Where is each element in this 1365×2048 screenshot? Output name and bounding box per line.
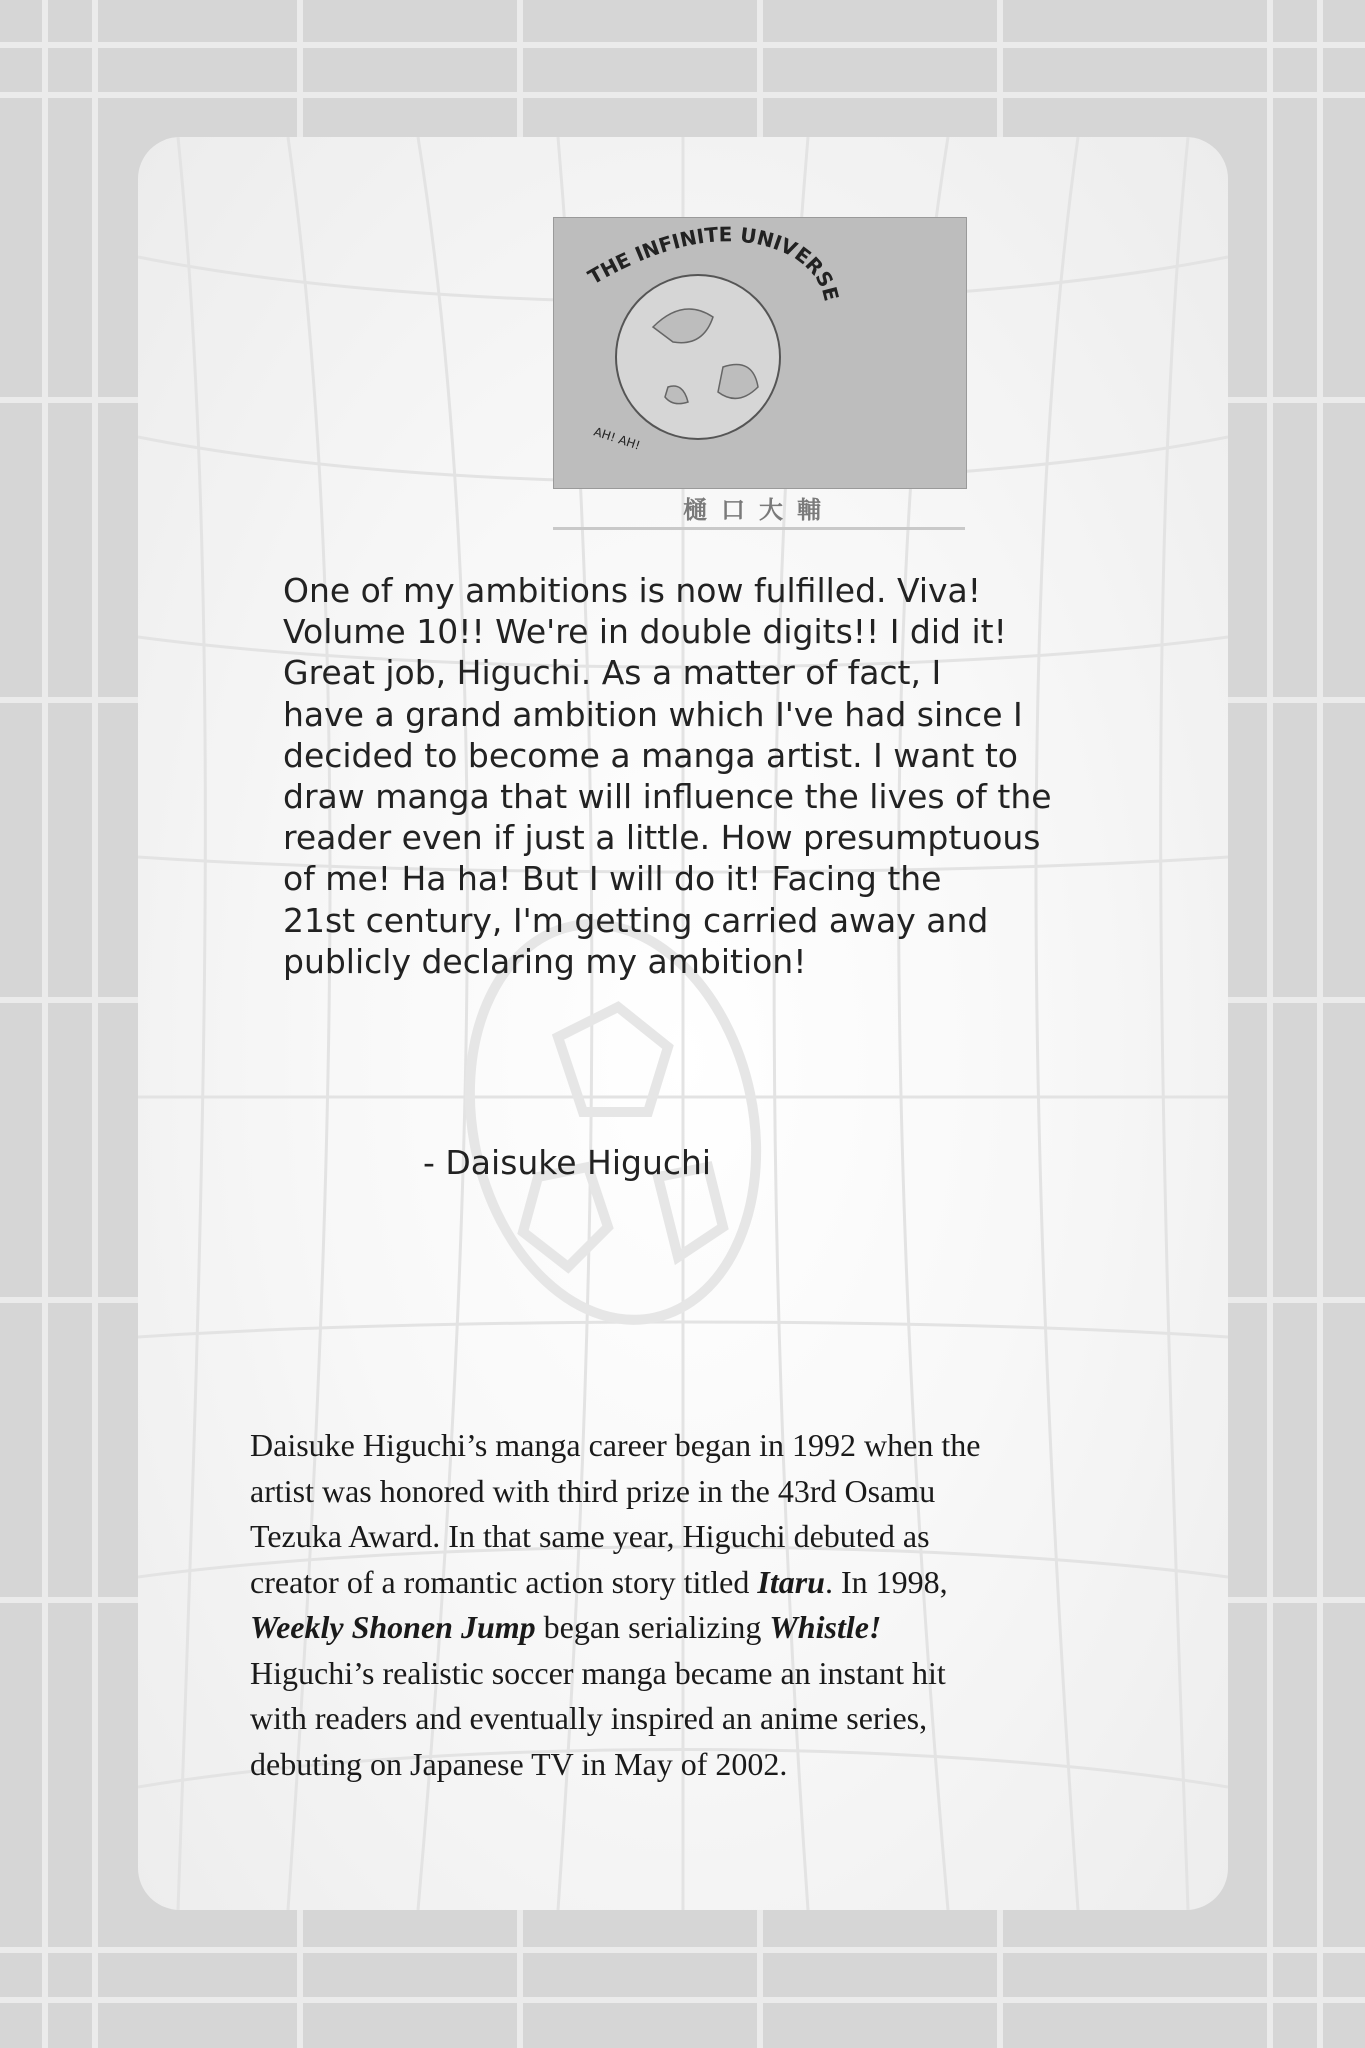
small-text: AH! AH! — [592, 424, 642, 453]
quote-line: have a grand ambition which I've had since I — [283, 694, 1023, 734]
title-whistle: Whistle! — [769, 1609, 882, 1645]
author-bio — [250, 1423, 1150, 1787]
quote-line: decided to become a manga artist. I want to — [283, 735, 1018, 775]
quote-line: of me! Ha ha! But I will do it! Facing the — [283, 859, 942, 899]
bio-line — [250, 1560, 1150, 1606]
planet-drawing — [553, 217, 965, 487]
author-quote — [283, 570, 1143, 982]
quote-line: draw manga that will influence the lives of the — [283, 777, 1052, 817]
bio-line: with readers and eventually inspired an anime series, — [250, 1700, 928, 1736]
author-name-caption: 樋口大輔 — [553, 493, 965, 530]
bio-text: . In 1998, — [824, 1563, 948, 1600]
quote-line: reader even if just a little. How presumptuous — [283, 818, 1041, 858]
quote-signature: - Daisuke Higuchi — [423, 1143, 712, 1182]
quote-line: Great job, Higuchi. As a matter of fact, I — [283, 653, 942, 693]
quote-line: publicly declaring my ambition! — [283, 941, 807, 981]
bio-line: artist was honored with third prize in the 43rd Osamu — [250, 1472, 936, 1509]
title-weekly-shonen-jump: Weekly Shonen Jump — [250, 1609, 536, 1645]
bio-line — [250, 1605, 1150, 1651]
quote-line: Volume 10!! We're in double digits!! I did it! — [283, 612, 1007, 652]
content-card — [138, 137, 1228, 1910]
quote-line: One of my ambitions is now fulfilled. Viva! — [283, 571, 982, 610]
bio-text: began serializing — [535, 1609, 770, 1645]
bio-line: Daisuke Higuchi’s manga career began in 1992 when the — [250, 1427, 981, 1463]
bio-line: Tezuka Award. In that same year, Higuchi debuted as — [250, 1518, 930, 1554]
author-illustration — [553, 217, 965, 530]
quote-line: 21st century, I'm getting carried away and — [283, 900, 989, 940]
bio-text: creator of a romantic action story titled — [250, 1563, 758, 1600]
title-itaru: Itaru — [757, 1563, 825, 1600]
arc-text: THE INFINITE UNIVERSE — [583, 222, 844, 304]
bio-line: Higuchi’s realistic soccer manga became an instant hit — [250, 1654, 946, 1691]
bio-line: debuting on Japanese TV in May of 2002. — [250, 1745, 788, 1782]
